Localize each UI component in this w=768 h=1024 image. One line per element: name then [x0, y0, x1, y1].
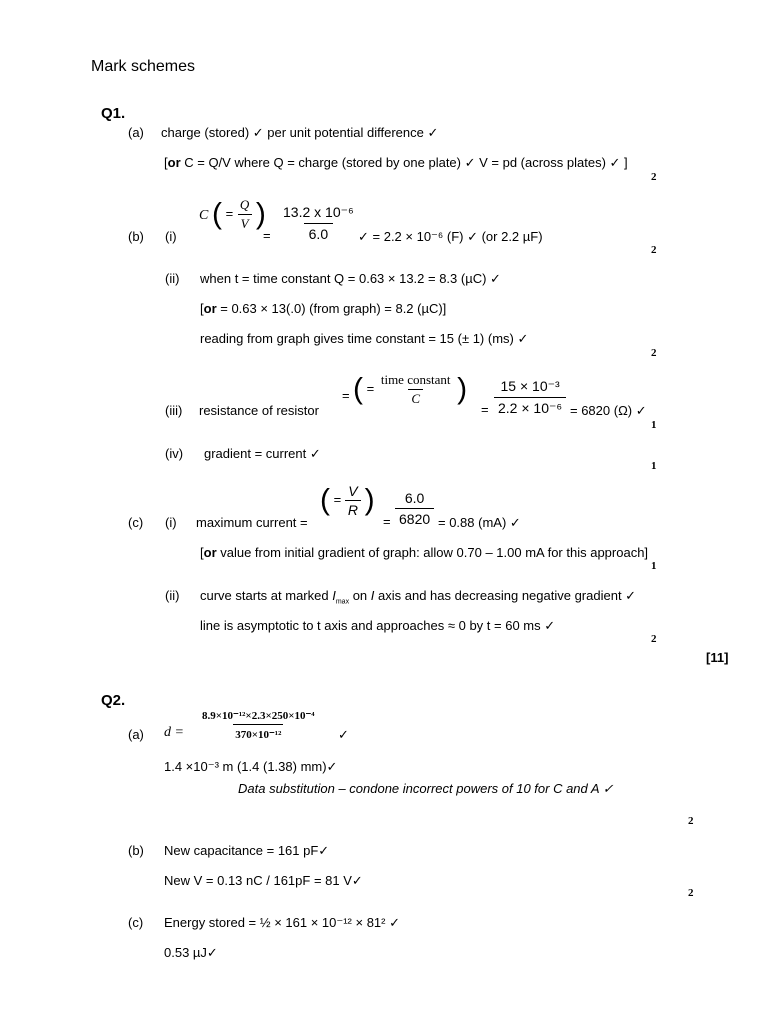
q1-ci-label: (i) — [165, 515, 177, 530]
q2-a-note: Data substitution – condone incorrect powers of 10 for C and A ✓ — [238, 781, 614, 796]
q1-b-label: (b) — [128, 229, 144, 244]
q1-ci-alternative: [or value from initial gradient of graph: allow 0.70 – 1.00 mA for this approach] — [200, 545, 649, 560]
q2-c-line1: Energy stored = ½ × 161 × 10⁻¹² × 81² ✓ — [164, 915, 400, 930]
q1-ci-fraction: $\frac{6.0}{6820}$ — [395, 490, 434, 527]
q2-b-marks: 2 — [688, 887, 694, 899]
q2-a-d: d = — [164, 725, 184, 740]
q2-b-line1: New capacitance = 161 pF✓ — [164, 843, 330, 858]
q1-heading: Q1. — [101, 105, 126, 122]
q1-bi-C: C — [199, 208, 209, 223]
q1-bi-q-over-v: $\frac{Q}{V}$ — [237, 197, 252, 232]
q2-a-fraction: $\frac{\text{8.9×10⁻¹²×2.3×250×10⁻⁴}}{\text{370×10⁻¹²}}$ — [202, 710, 315, 741]
q1-cii-marks: 2 — [651, 633, 657, 645]
q1-biii-label: (iii) — [165, 403, 183, 418]
q1-c-label: (c) — [128, 515, 144, 530]
q2-b-label: (b) — [128, 843, 144, 858]
q1-biii-text: resistance of resistor — [199, 403, 319, 418]
q1-bi-bracket: ( = $\frac{Q}{V}$ ) — [212, 197, 266, 231]
q1-total-marks: [11] — [706, 650, 729, 665]
q1-ci-marks: 1 — [651, 560, 657, 572]
q1-bi-marks: 2 — [651, 244, 657, 256]
q2-a-tick: ✓ — [338, 727, 349, 742]
q1-biii-fraction: $\frac{\text{15 × 10⁻³}}{\text{2.2 × 10⁻⁶}}$ — [494, 378, 566, 417]
q2-b-line2: New V = 0.13 nC / 161pF = 81 V✓ — [164, 873, 363, 888]
q1-bii-marks: 2 — [651, 347, 657, 359]
q1-biii-marks: 1 — [651, 419, 657, 431]
q2-c-line2: 0.53 µJ✓ — [164, 945, 218, 960]
q1-ci-v-over-r: $\frac{V}{R}$ — [345, 483, 361, 518]
or-keyword: or — [167, 155, 181, 170]
q1-ci-text: maximum current = — [196, 515, 308, 530]
q1-cii-line2: line is asymptotic to t axis and approaches ≈ 0 by t = 60 ms ✓ — [200, 618, 556, 633]
q1-ci-bracket: ( = $\frac{V}{R}$ ) — [320, 483, 375, 518]
q1-bi-result: ✓ = 2.2 × 10⁻⁶ (F) ✓ (or 2.2 µF) — [358, 229, 543, 244]
q1-biv-marks: 1 — [651, 460, 657, 472]
q1-ci-result: = 0.88 (mA) ✓ — [438, 515, 521, 530]
q1-cii-line1: curve starts at marked $I_{max}$ on I axis and has decreasing negative gradient ✓ — [200, 588, 637, 606]
q1-biii-bracket: ( = $\frac{\text{time constant}}{C}$ ) — [353, 372, 468, 406]
q1-biii-tc-over-c: $\frac{\text{time constant}}{C}$ — [380, 372, 451, 406]
q1-a-text: charge (stored) ✓ per unit potential difference ✓ — [161, 125, 439, 140]
q1-biv-text: gradient = current ✓ — [204, 446, 321, 461]
q1-bii-label: (ii) — [165, 271, 180, 286]
q1-bii-line3: reading from graph gives time constant = 15 (± 1) (ms) ✓ — [200, 331, 529, 346]
q1-a-marks: 2 — [651, 171, 657, 183]
q1-biv-label: (iv) — [165, 446, 184, 461]
q2-a-marks: 2 — [688, 815, 694, 827]
q1-cii-label: (ii) — [165, 588, 180, 603]
q1-a-alternative: [or C = Q/V where Q = charge (stored by one plate) ✓ V = pd (across plates) ✓ ] — [164, 155, 628, 170]
q1-bi-label: (i) — [165, 229, 177, 244]
q2-heading: Q2. — [101, 692, 126, 709]
q1-bi-fraction: $\frac{\text{13.2 x 10⁻⁶}}{6.0}$ — [283, 204, 354, 242]
q2-c-label: (c) — [128, 915, 144, 930]
q2-a-result: 1.4 ×10⁻³ m (1.4 (1.38) mm)✓ — [164, 759, 338, 774]
page-title: Mark schemes — [91, 58, 196, 75]
q1-biii-result: = 6820 (Ω) ✓ — [570, 403, 647, 418]
q2-a-label: (a) — [128, 727, 144, 742]
q1-a-label: (a) — [128, 125, 144, 140]
q1-bii-line1: when t = time constant Q = 0.63 × 13.2 = 8.3 (µC) ✓ — [200, 271, 501, 286]
q1-bii-line2: [or = 0.63 × 13(.0) (from graph) = 8.2 (µC)] — [200, 301, 447, 316]
